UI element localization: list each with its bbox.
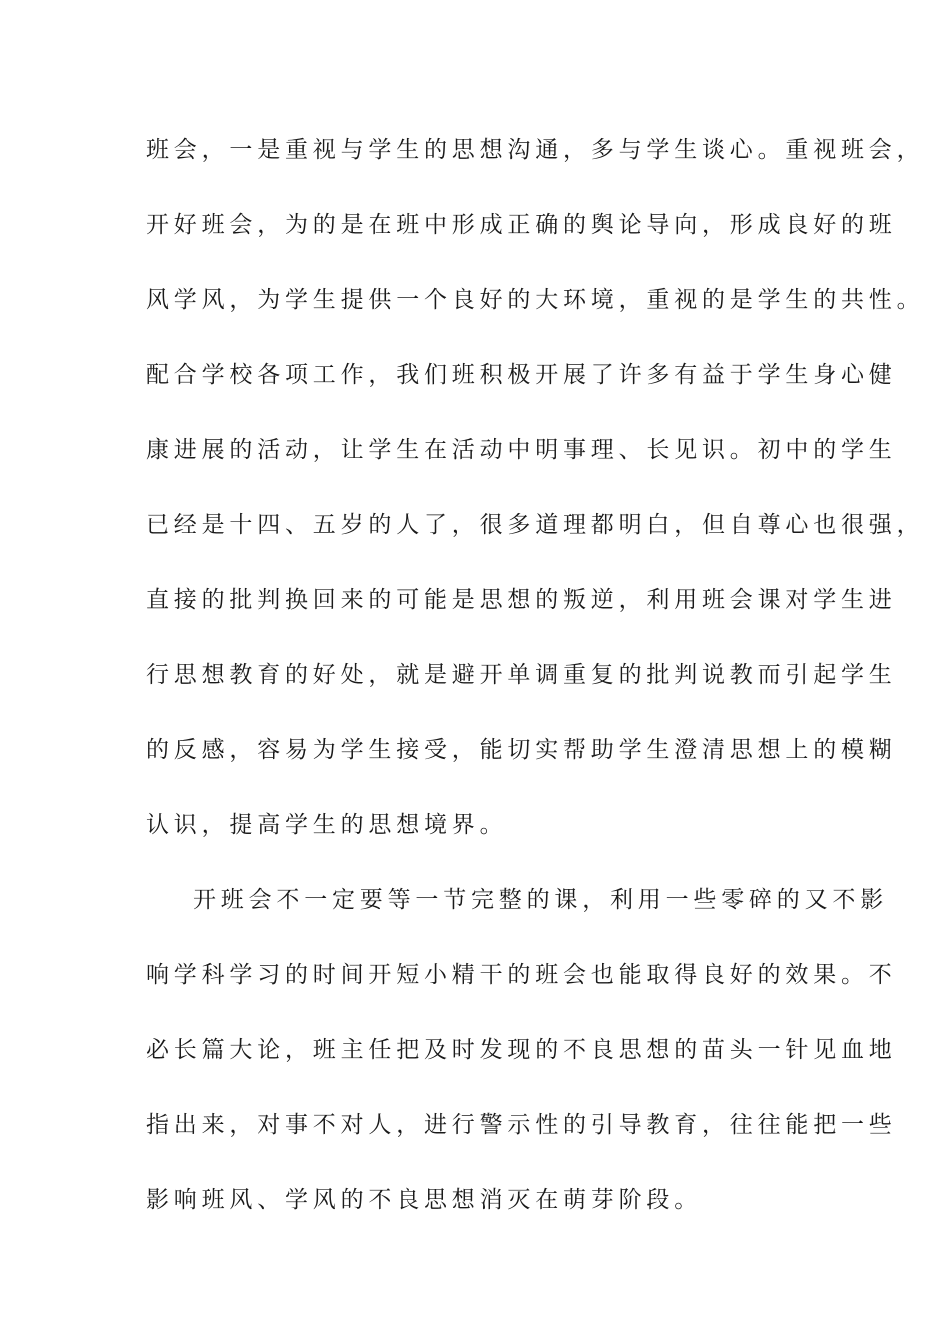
text-line-indented: 开班会不一定要等一节完整的课，利用一些零碎的又不影 xyxy=(193,887,888,913)
text-line: 响学科学习的时间开短小精干的班会也能取得良好的效果。不 xyxy=(146,962,897,988)
text-line: 班会，一是重视与学生的思想沟通，多与学生谈心。重视班会， xyxy=(146,137,925,163)
text-line: 必长篇大论，班主任把及时发现的不良思想的苗头一针见血地 xyxy=(146,1037,897,1063)
text-line: 的反感，容易为学生接受，能切实帮助学生澄清思想上的模糊 xyxy=(146,737,897,763)
text-line: 风学风，为学生提供一个良好的大环境，重视的是学生的共性。 xyxy=(146,287,925,313)
text-line: 已经是十四、五岁的人了，很多道理都明白，但自尊心也很强， xyxy=(146,512,925,538)
text-line: 影响班风、学风的不良思想消灭在萌芽阶段。 xyxy=(146,1187,702,1213)
text-line: 配合学校各项工作，我们班积极开展了许多有益于学生身心健 xyxy=(146,362,897,388)
text-line: 直接的批判换回来的可能是思想的叛逆，利用班会课对学生进 xyxy=(146,587,897,613)
text-line: 行思想教育的好处，就是避开单调重复的批判说教而引起学生 xyxy=(146,662,897,688)
text-line: 认识，提高学生的思想境界。 xyxy=(146,812,508,838)
text-line: 指出来，对事不对人，进行警示性的引导教育，往往能把一些 xyxy=(146,1112,897,1138)
text-line: 开好班会，为的是在班中形成正确的舆论导向，形成良好的班 xyxy=(146,212,897,238)
text-line: 康进展的活动，让学生在活动中明事理、长见识。初中的学生 xyxy=(146,437,897,463)
